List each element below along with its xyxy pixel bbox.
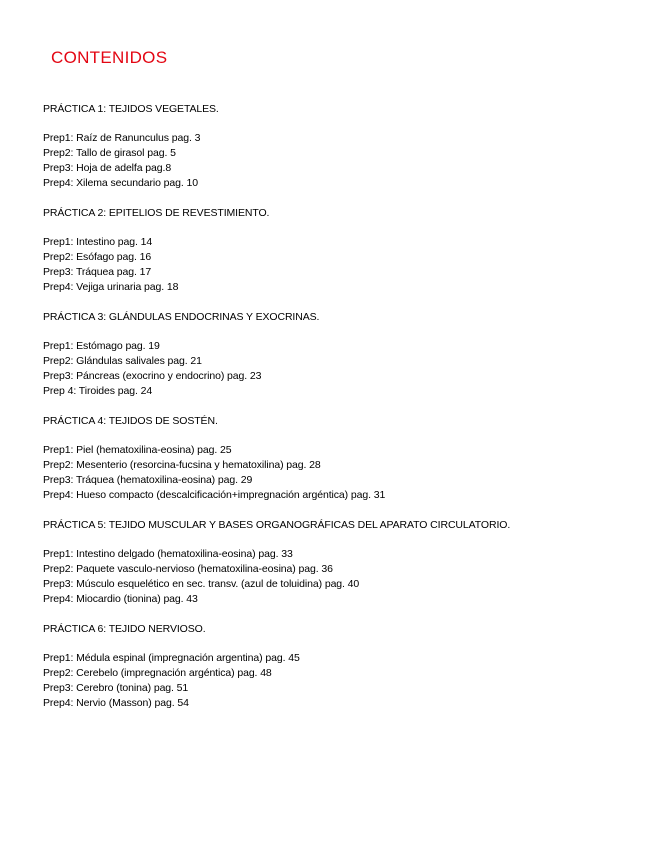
prep-item: Prep3: Páncreas (exocrino y endocrino) pag. 23 [43, 370, 262, 382]
section-heading: PRÁCTICA 3: GLÁNDULAS ENDOCRINAS Y EXOCRINAS. [43, 311, 320, 323]
prep-list [43, 339, 643, 399]
section-heading: PRÁCTICA 6: TEJIDO NERVIOSO. [43, 623, 206, 635]
prep-item: Prep2: Glándulas salivales pag. 21 [43, 355, 202, 367]
section-heading: PRÁCTICA 5: TEJIDO MUSCULAR Y BASES ORGANOGRÁFICAS DEL APARATO CIRCULATORIO. [43, 519, 511, 531]
prep-item: Prep3: Tráquea pag. 17 [43, 266, 152, 278]
prep-item: Prep2: Paquete vasculo-nervioso (hematoxilina-eosina) pag. 36 [43, 563, 333, 575]
prep-item: Prep2: Tallo de girasol pag. 5 [43, 147, 176, 159]
section-heading: PRÁCTICA 4: TEJIDOS DE SOSTÉN. [43, 415, 218, 427]
prep-list [43, 235, 643, 295]
prep-list [43, 651, 643, 711]
prep-item: Prep1: Piel (hematoxilina-eosina) pag. 25 [43, 444, 232, 456]
prep-item: Prep4: Nervio (Masson) pag. 54 [43, 697, 189, 709]
prep-item: Prep3: Tráquea (hematoxilina-eosina) pag. 29 [43, 474, 253, 486]
toc-section [43, 102, 643, 191]
prep-item: Prep 4: Tiroides pag. 24 [43, 385, 153, 397]
prep-item: Prep4: Vejiga urinaria pag. 18 [43, 281, 179, 293]
prep-item: Prep3: Hoja de adelfa pag.8 [43, 162, 172, 174]
table-of-contents [43, 102, 643, 726]
section-heading: PRÁCTICA 1: TEJIDOS VEGETALES. [43, 103, 219, 115]
toc-section [43, 414, 643, 503]
toc-section [43, 206, 643, 295]
section-heading: PRÁCTICA 2: EPITELIOS DE REVESTIMIENTO. [43, 207, 270, 219]
prep-item: Prep1: Estómago pag. 19 [43, 340, 160, 352]
prep-item: Prep1: Intestino delgado (hematoxilina-eosina) pag. 33 [43, 548, 293, 560]
prep-item: Prep2: Mesenterio (resorcina-fucsina y hematoxilina) pag. 28 [43, 459, 321, 471]
toc-section [43, 310, 643, 399]
prep-item: Prep4: Miocardio (tionina) pag. 43 [43, 593, 198, 605]
prep-item: Prep3: Músculo esquelético en sec. transv. (azul de toluidina) pag. 40 [43, 578, 360, 590]
toc-section [43, 518, 643, 607]
prep-item: Prep4: Hueso compacto (descalcificación+impregnación argéntica) pag. 31 [43, 489, 386, 501]
prep-item: Prep2: Cerebelo (impregnación argéntica) pag. 48 [43, 667, 272, 679]
page-title: CONTENIDOS [51, 48, 168, 67]
prep-item: Prep2: Esófago pag. 16 [43, 251, 152, 263]
prep-item: Prep1: Raíz de Ranunculus pag. 3 [43, 132, 201, 144]
prep-item: Prep1: Médula espinal (impregnación argentina) pag. 45 [43, 652, 300, 664]
prep-item: Prep3: Cerebro (tonina) pag. 51 [43, 682, 189, 694]
prep-item: Prep1: Intestino pag. 14 [43, 236, 153, 248]
prep-list [43, 131, 643, 191]
prep-list [43, 443, 643, 503]
prep-item: Prep4: Xilema secundario pag. 10 [43, 177, 198, 189]
toc-section [43, 622, 643, 711]
prep-list [43, 547, 643, 607]
